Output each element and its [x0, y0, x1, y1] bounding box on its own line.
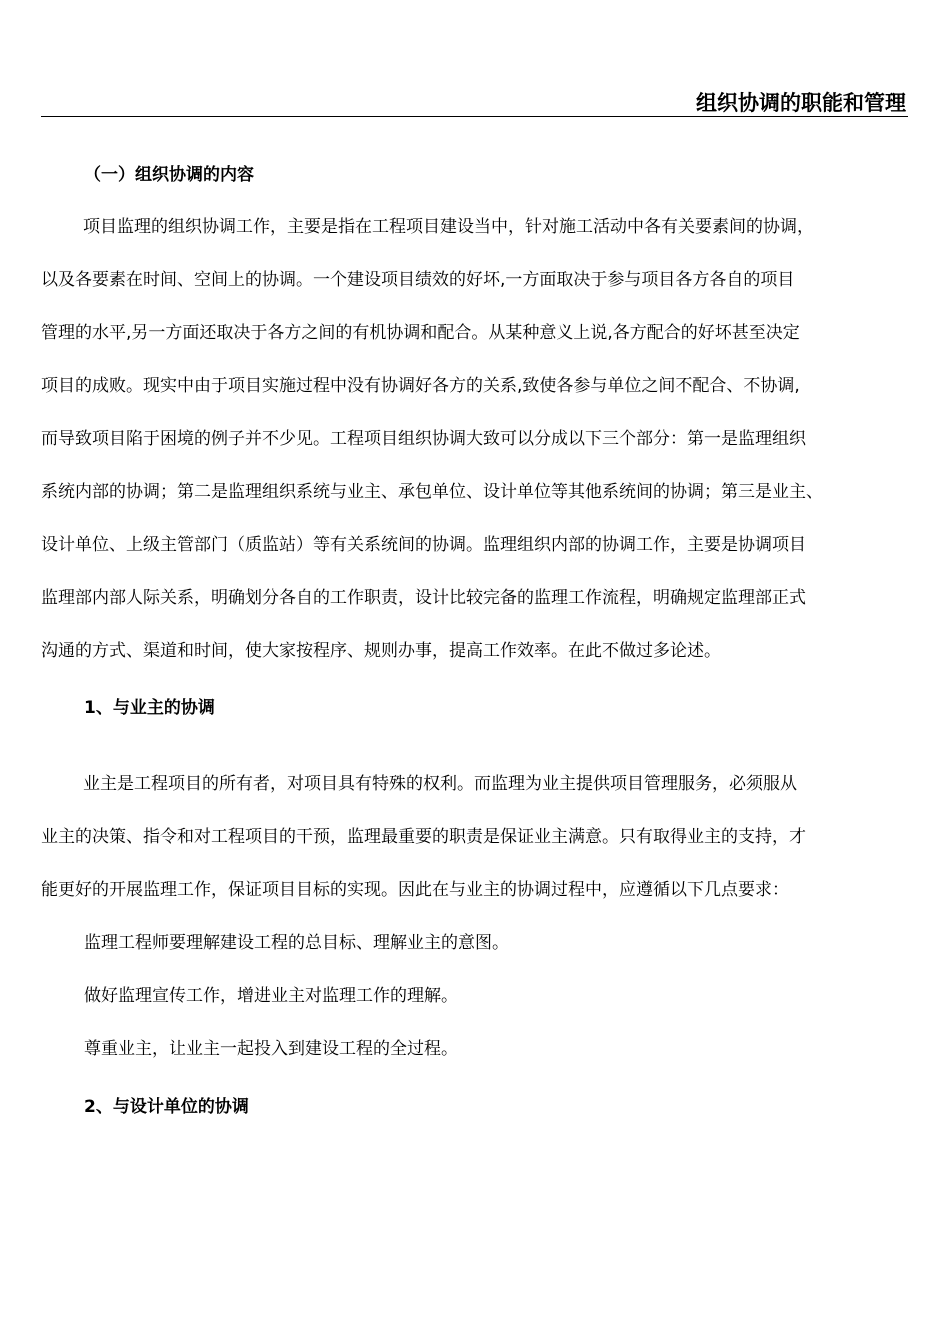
section-heading-content: （一）组织协调的内容	[84, 165, 254, 185]
document-title: 组织协调的职能和管理	[696, 91, 906, 115]
paragraph-line: 而导致项目陷于困境的例子并不少见。工程项目组织协调大致可以分成以下三个部分：第一是监理组织	[41, 429, 806, 449]
paragraph-line: 系统内部的协调；第二是监理组织系统与业主、承包单位、设计单位等其他系统间的协调；第三是业主、	[41, 482, 823, 502]
section-heading-designer: 2、与设计单位的协调	[84, 1097, 249, 1117]
requirement-point: 尊重业主，让业主一起投入到建设工程的全过程。	[84, 1039, 458, 1059]
section2-paragraph	[41, 758, 921, 917]
paragraph-line: 业主是工程项目的所有者，对项目具有特殊的权利。而监理为业主提供项目管理服务，必须服从	[83, 774, 797, 794]
paragraph-line: 设计单位、上级主管部门（质监站）等有关系统间的协调。监理组织内部的协调工作，主要是协调项目	[41, 535, 806, 555]
page-header	[41, 88, 908, 117]
requirement-point: 监理工程师要理解建设工程的总目标、理解业主的意图。	[84, 933, 509, 953]
requirement-point: 做好监理宣传工作，增进业主对监理工作的理解。	[84, 986, 458, 1006]
paragraph-line: 以及各要素在时间、空间上的协调。一个建设项目绩效的好坏,一方面取决于参与项目各方各自的项目	[41, 270, 795, 290]
paragraph-line: 监理部内部人际关系，明确划分各自的工作职责，设计比较完备的监理工作流程，明确规定监理部正式	[41, 588, 806, 608]
paragraph-line: 沟通的方式、渠道和时间，使大家按程序、规则办事，提高工作效率。在此不做过多论述。	[41, 641, 721, 661]
section-heading-owner: 1、与业主的协调	[84, 698, 215, 718]
section1-paragraph	[41, 201, 921, 678]
paragraph-line: 能更好的开展监理工作，保证项目目标的实现。因此在与业主的协调过程中，应遵循以下几点要求：	[41, 880, 789, 900]
paragraph-line: 管理的水平,另一方面还取决于各方之间的有机协调和配合。从某种意义上说,各方配合的好坏甚至决定	[41, 323, 800, 343]
paragraph-line: 项目的成败。现实中由于项目实施过程中没有协调好各方的关系,致使各参与单位之间不配合、不协调,	[41, 376, 800, 396]
paragraph-line: 业主的决策、指令和对工程项目的干预，监理最重要的职责是保证业主满意。只有取得业主的支持，才	[41, 827, 806, 847]
paragraph-line: 项目监理的组织协调工作，主要是指在工程项目建设当中，针对施工活动中各有关要素间的协调，	[83, 217, 814, 237]
